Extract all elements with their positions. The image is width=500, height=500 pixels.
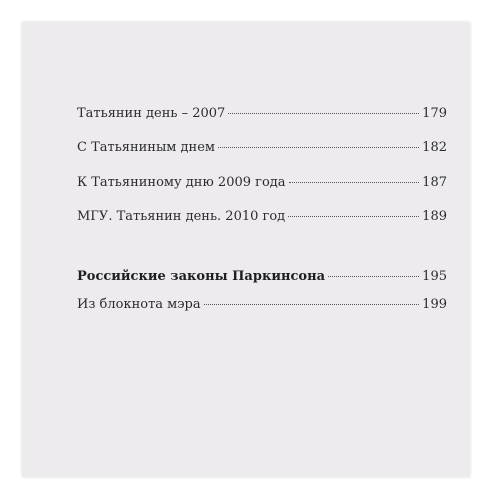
toc-entry-page: 179 bbox=[422, 106, 447, 121]
dot-leader bbox=[328, 276, 419, 277]
toc-entry-page: 189 bbox=[422, 209, 447, 224]
book-page bbox=[22, 22, 470, 477]
toc-entry-title: Татьянин день – 2007 bbox=[77, 106, 226, 121]
toc-entry-title: С Татьяниным днем bbox=[77, 140, 216, 155]
toc-entry bbox=[77, 140, 447, 160]
dot-leader bbox=[218, 147, 419, 148]
toc-entry bbox=[77, 175, 447, 195]
dot-leader bbox=[288, 216, 419, 217]
toc-entry bbox=[77, 106, 447, 126]
dot-leader bbox=[289, 182, 420, 183]
dot-leader bbox=[204, 304, 420, 305]
toc-entry-title: К Татьяниному дню 2009 года bbox=[77, 175, 286, 190]
toc-entry-page: 195 bbox=[422, 269, 447, 284]
toc-entry bbox=[77, 297, 447, 317]
toc-entry-page: 182 bbox=[422, 140, 447, 155]
toc-entry-page: 187 bbox=[422, 175, 447, 190]
toc-section-title: Российские законы Паркинсона bbox=[77, 269, 326, 284]
dot-leader bbox=[228, 113, 419, 114]
toc-entry-page: 199 bbox=[422, 297, 447, 312]
toc-entry-title: МГУ. Татьянин день. 2010 год bbox=[77, 209, 286, 224]
toc-entry-title: Из блокнота мэра bbox=[77, 297, 201, 312]
toc-entry bbox=[77, 269, 447, 289]
toc-entry bbox=[77, 209, 447, 229]
